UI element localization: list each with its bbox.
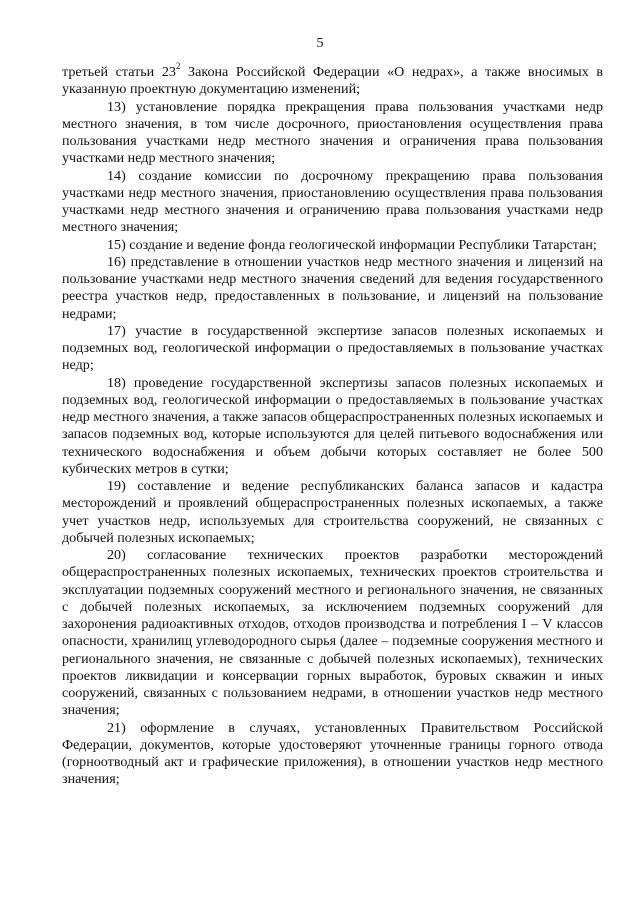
list-item-15: 15) создание и ведение фонда геологической информации Республики Татарстан; (107, 236, 597, 253)
list-item-21: 21) оформление в случаях, установленных Правительством Российской Федерации, документов, которые удостоверяют уточненные границы горного отвода (горноотводный акт и графические приложения), в отношении участков недр местного значения; (62, 719, 603, 788)
document-body (62, 61, 603, 789)
page-number: 5 (316, 36, 324, 51)
list-item-16: 16) представление в отношении участков недр местного значения и лицензий на пользование участками недр местного значения сведений для ведения государственного реестра участков недр, предоставленных в пользование, и лицензий на пользование недрами; (62, 253, 603, 322)
list-item-19: 19) составление и ведение республиканских баланса запасов и кадастра месторождений и проявлений общераспространенных полезных ископаемых, а также учет участков недр, используемых для строительства сооружений, не связанных с добычей полезных ископаемых; (62, 478, 603, 546)
article-superscript: 2 (175, 61, 181, 72)
list-item-13: 13) установление порядка прекращения права пользования участками недр местного значения, в том числе досрочного, приостановления осуществления права пользования участками недр местного значения и ограничения права пользования участками недр местного значения; (62, 98, 603, 167)
continuation-text: третьей статьи 23 (62, 64, 176, 80)
list-item-20: 20) согласование технических проектов разработки месторождений общераспространенных полезных ископаемых, технических проектов строительства и эксплуатации подземных сооружений местного и регионального значения, не связанных с добычей полезных ископаемых, за исключением подземных сооружений для захоронения радиоактивных отходов, отходов производства и потребления I – V классов опасности, хранилищ углеводородного сырья (далее – подземные сооружения местного и регионального значения, не связанные с добычей полезных ископаемых), технических проектов ликвидации и консервации горных выработок, буровых скважин и иных сооружений, связанных с пользованием недрами, в отношении участков недр местного значения; (62, 547, 603, 719)
continuation-paragraph (62, 61, 603, 99)
continuation-text-rest: Закона Российской Федерации «О недрах», а также вносимых в указанную проектную документацию изменений; (62, 64, 603, 98)
list-item-17: 17) участие в государственной экспертизе запасов полезных ископаемых и подземных вод, геологической информации о предоставляемых в пользование участках недр; (62, 322, 603, 374)
list-item-18: 18) проведение государственной экспертизы запасов полезных ископаемых и подземных вод, геологической информации о предоставляемых в пользование участках недр местного значения, а также запасов общераспространенных полезных ископаемых и запасов подземных вод, которые используются для целей питьевого водоснабжения или технического водоснабжения и объем добычи которых составляет не более 500 кубических метров в сутки; (62, 374, 603, 477)
list-item-14: 14) создание комиссии по досрочному прекращению права пользования участками недр местного значения, приостановлению осуществления права пользования участками недр местного значения и ограничению права пользования участками недр местного значения; (62, 167, 603, 236)
